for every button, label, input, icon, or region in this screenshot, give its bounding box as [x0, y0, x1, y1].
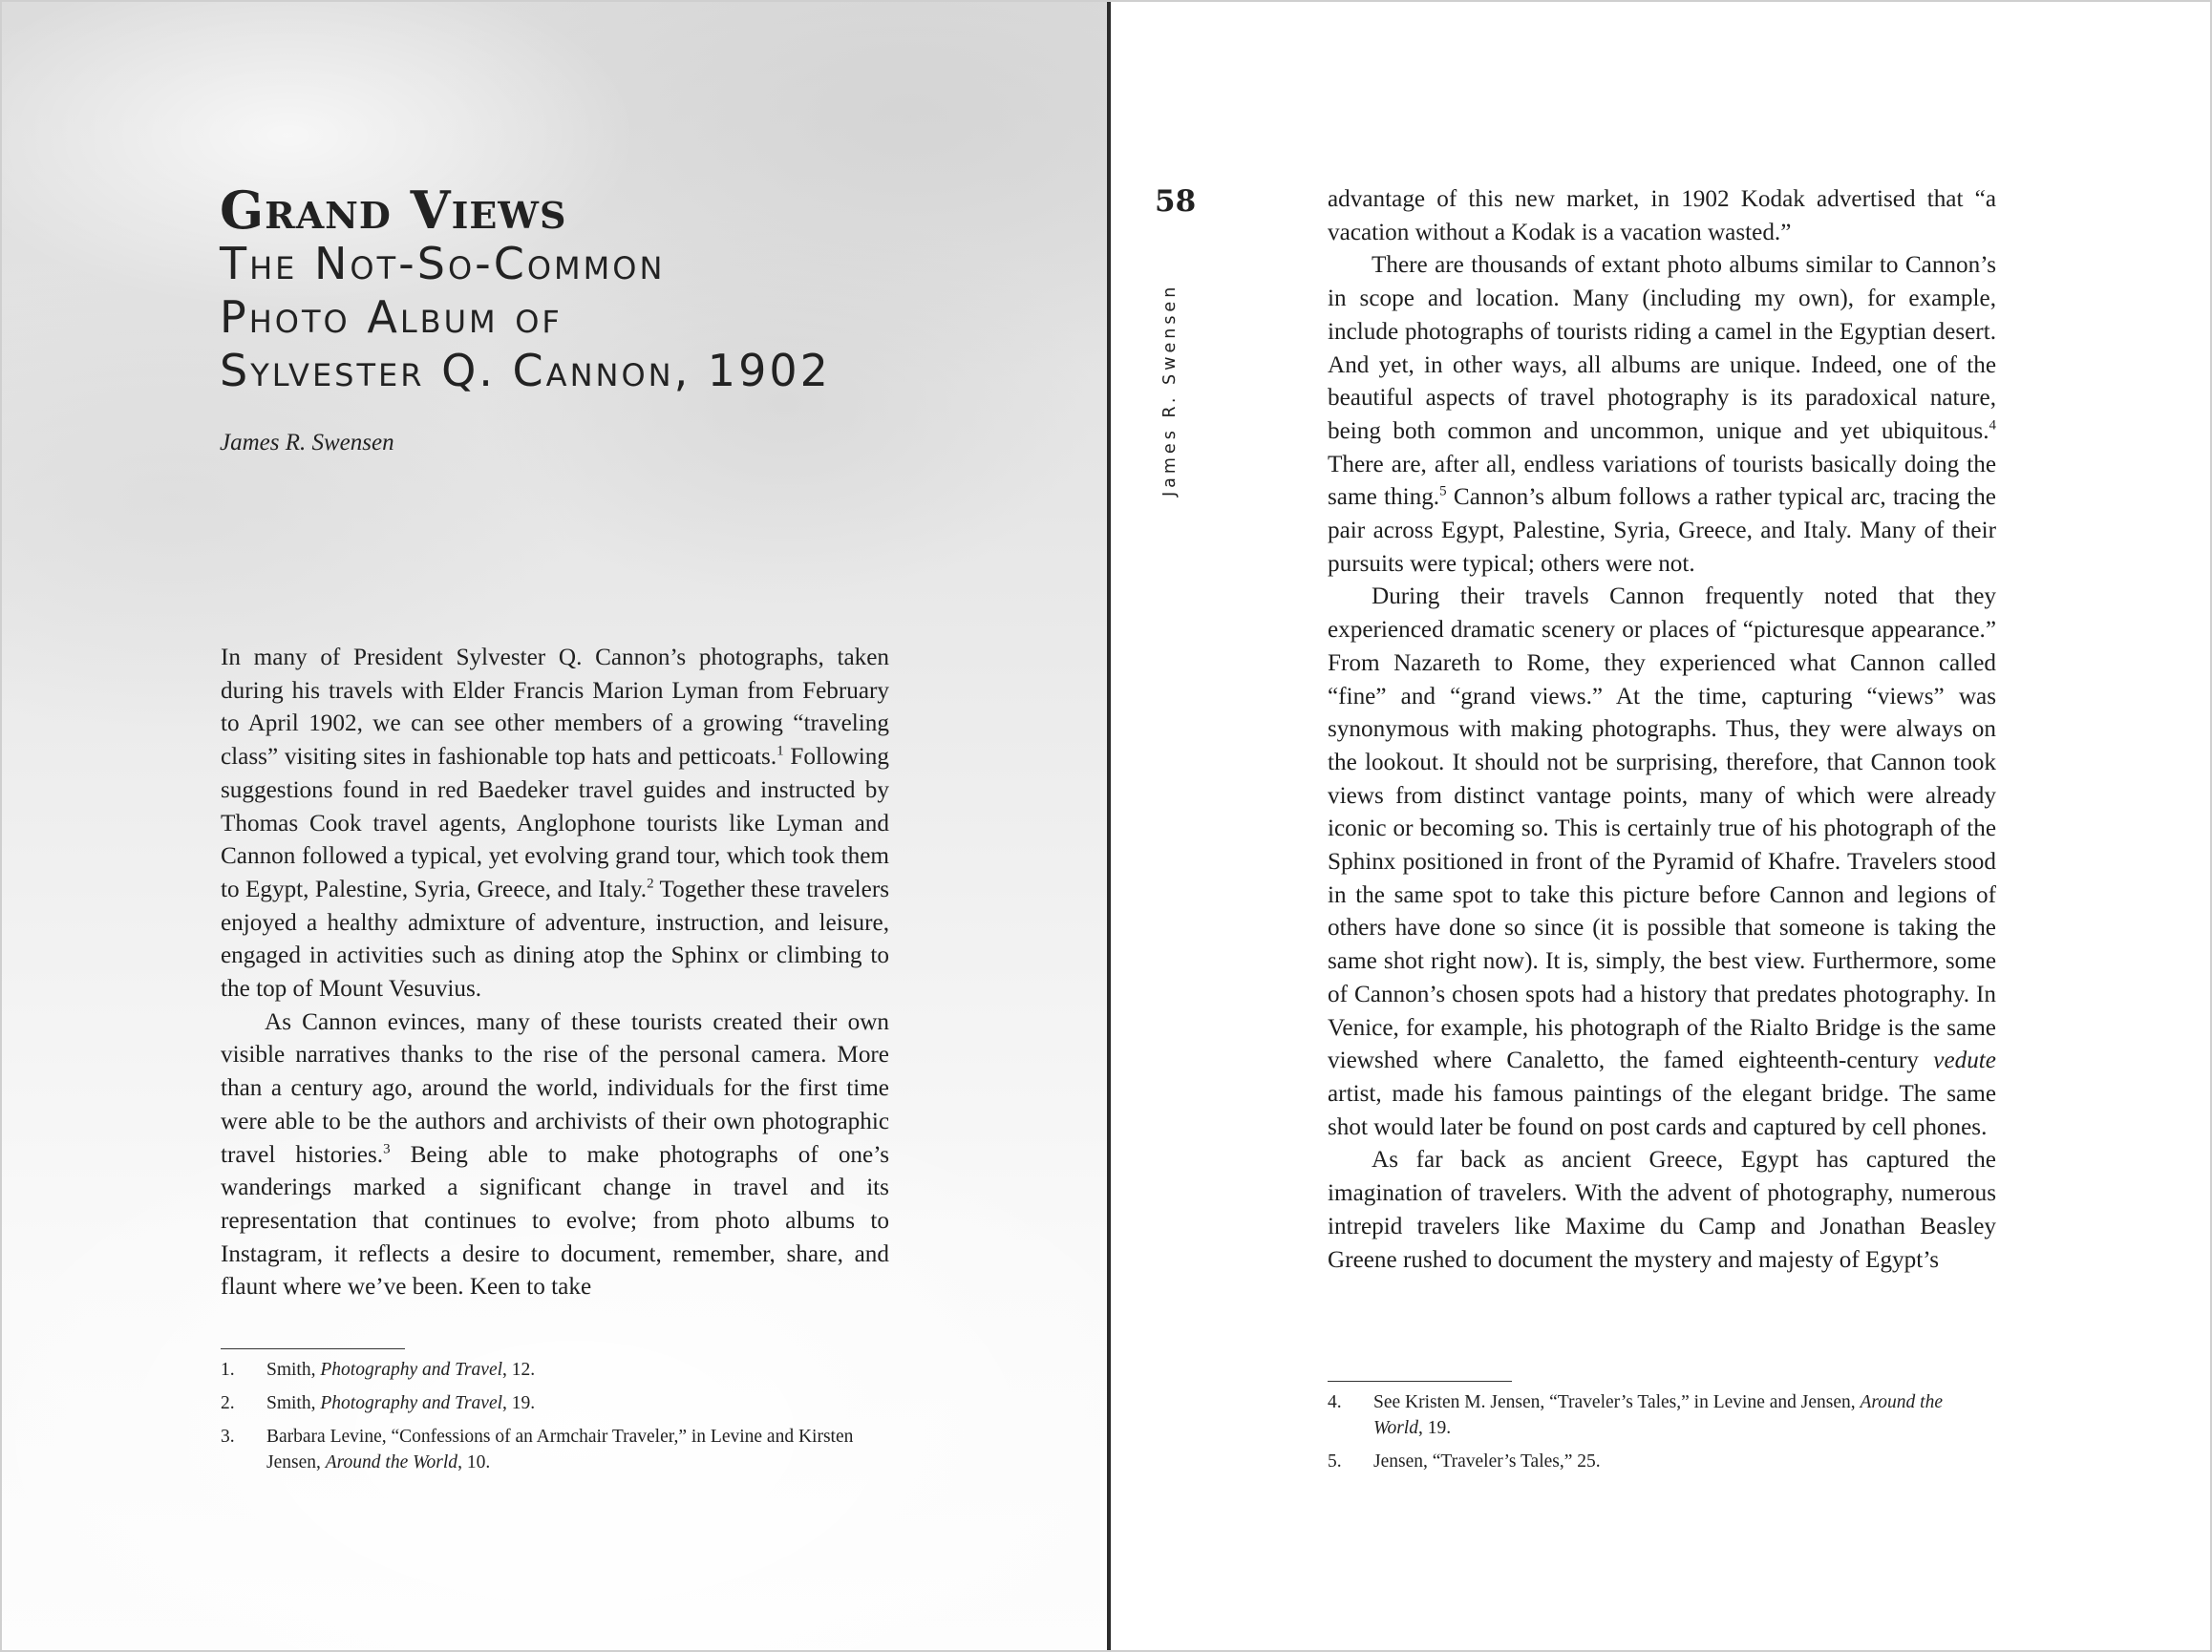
footnote-ref[interactable]: 1	[776, 743, 784, 759]
footnote-number: 4.	[1328, 1392, 1342, 1412]
article-subtitle	[220, 237, 946, 397]
footnote-ref[interactable]: 2	[647, 876, 654, 892]
left-body-text	[221, 642, 889, 1304]
footnote: 5. Jensen, “Traveler’s Tales,” 25.	[1328, 1449, 1996, 1474]
footnote-ref[interactable]: 3	[383, 1141, 391, 1157]
subtitle-line: Photo Album of	[220, 291, 563, 343]
paragraph: There are thousands of extant photo albums similar to Cannon’s in scope and location. Many (including my own), for example, include photographs of tourists riding a camel in the Egyptian desert. And yet, in other ways, all albums are unique. Indeed, one of the beautiful aspects of travel photography is its paradoxical nature, being both common and uncommon, unique and yet ubiquitous.$^4$ There are, after all, endless variations of tourists basically doing the same thing.$^5$ Cannon’s album follows a rather typical arc, tracing the pair across Egypt, Palestine, Syria, Greece, and Italy. Many of their pursuits were typical; others were not.	[1328, 252, 1996, 577]
paragraph: As Cannon evinces, many of these tourists created their own visible narratives thanks to the rise of the personal camera. More than a century ago, around the world, individuals for the first time were able to be the authors and archivists of their own photographic travel histories.$^3$ Being able to make photographs of one’s wanderings marked a significant change in travel and its representation that continues to evolve; from photo albums to Instagram, it reflects a desire to document, remember, share, and flaunt where we’ve been. Keen to take	[221, 1008, 889, 1301]
footnote-number: 1.	[221, 1360, 235, 1380]
right-page	[1111, 2, 2212, 1652]
author-byline: James R. Swensen	[220, 430, 394, 455]
left-page	[2, 2, 1107, 1652]
footnote-number: 5.	[1328, 1451, 1342, 1472]
footnote-rule	[221, 1348, 405, 1349]
paragraph: During their travels Cannon frequently noted that they experienced dramatic scenery or places of “picturesque appearance.” From Nazareth to Rome, they experienced what Cannon called “fine” and “grand views.” At the time, capturing “views” was synonymous with making photographs. Thus, they were always on the lookout. It should not be surprising, therefore, that Cannon took views from distinct vantage points, many of which were already iconic or becoming so. This is certainly true of his photograph of the Sphinx positioned in front of the Pyramid of Khafre. Travelers stood in the same spot to take this picture before Cannon and legions of others have done so since (it is possible that someone is taking the same shot right now). It is, simply, the best view. Furthermore, some of Cannon’s chosen spots had a history that predates photography. In Venice, for example, his photograph of the Rialto Bridge is the same viewshed where Canaletto, the famed eighteenth-century vedute artist, made his famous paintings of the elegant bridge. The same shot would later be found on post cards and captured by cell phones.	[1328, 583, 1996, 1140]
right-body-text	[1328, 183, 1996, 1277]
page-number: 58	[1155, 184, 1197, 219]
paragraph: advantage of this new market, in 1902 Kodak advertised that “a vacation without a Kodak is a vacation wasted.”	[1328, 186, 1996, 245]
article-title: Grand Views	[220, 180, 567, 241]
footnote-rule	[1328, 1381, 1512, 1382]
footnote-ref[interactable]: 5	[1439, 483, 1447, 499]
running-head: James R. Swensen	[1160, 283, 1180, 497]
paragraph: As far back as ancient Greece, Egypt has captured the imagination of travelers. With the advent of photography, numerous intrepid travelers like Maxime du Camp and Jonathan Beasley Greene rushed to document the mystery and majesty of Egypt’s	[1328, 1147, 1996, 1273]
subtitle-line: Sylvester Q. Cannon, 1902	[220, 345, 831, 396]
paragraph: In many of President Sylvester Q. Cannon’s photographs, taken during his travels with Elder Francis Marion Lyman from February to April 1902, we can see other members of a growing “traveling class” visiting sites in fashionable top hats and petticoats.$^1$ Following suggestions found in red Baedeker travel guides and instructed by Thomas Cook travel agents, Anglophone tourists like Lyman and Cannon followed a typical, yet evolving grand tour, which took them to Egypt, Palestine, Syria, Greece, and Italy.$^2$ Together these travelers enjoyed a healthy admixture of adventure, instruction, and leisure, engaged in activities such as dining atop the Sphinx or climbing to the top of Mount Vesuvius.	[221, 645, 890, 1003]
article-title-block	[220, 180, 946, 397]
footnote-number: 2.	[221, 1393, 235, 1413]
footnote: 1. Smith, Photography and Travel, 12.	[221, 1357, 889, 1383]
footnote: 2. Smith, Photography and Travel, 19.	[221, 1390, 889, 1416]
footnote: 4. See Kristen M. Jensen, “Traveler’s Tales,” in Levine and Jensen, Around the World, 19.	[1328, 1389, 1996, 1441]
footnote-ref[interactable]: 4	[1989, 417, 1996, 434]
subtitle-line: The Not-So-Common	[220, 238, 666, 289]
left-footnotes	[221, 1357, 889, 1483]
footnote-number: 3.	[221, 1427, 235, 1447]
footnote: 3. Barbara Levine, “Confessions of an Armchair Traveler,” in Levine and Kirsten Jensen, Around the World, 10.	[221, 1424, 889, 1475]
right-footnotes	[1328, 1389, 1996, 1482]
